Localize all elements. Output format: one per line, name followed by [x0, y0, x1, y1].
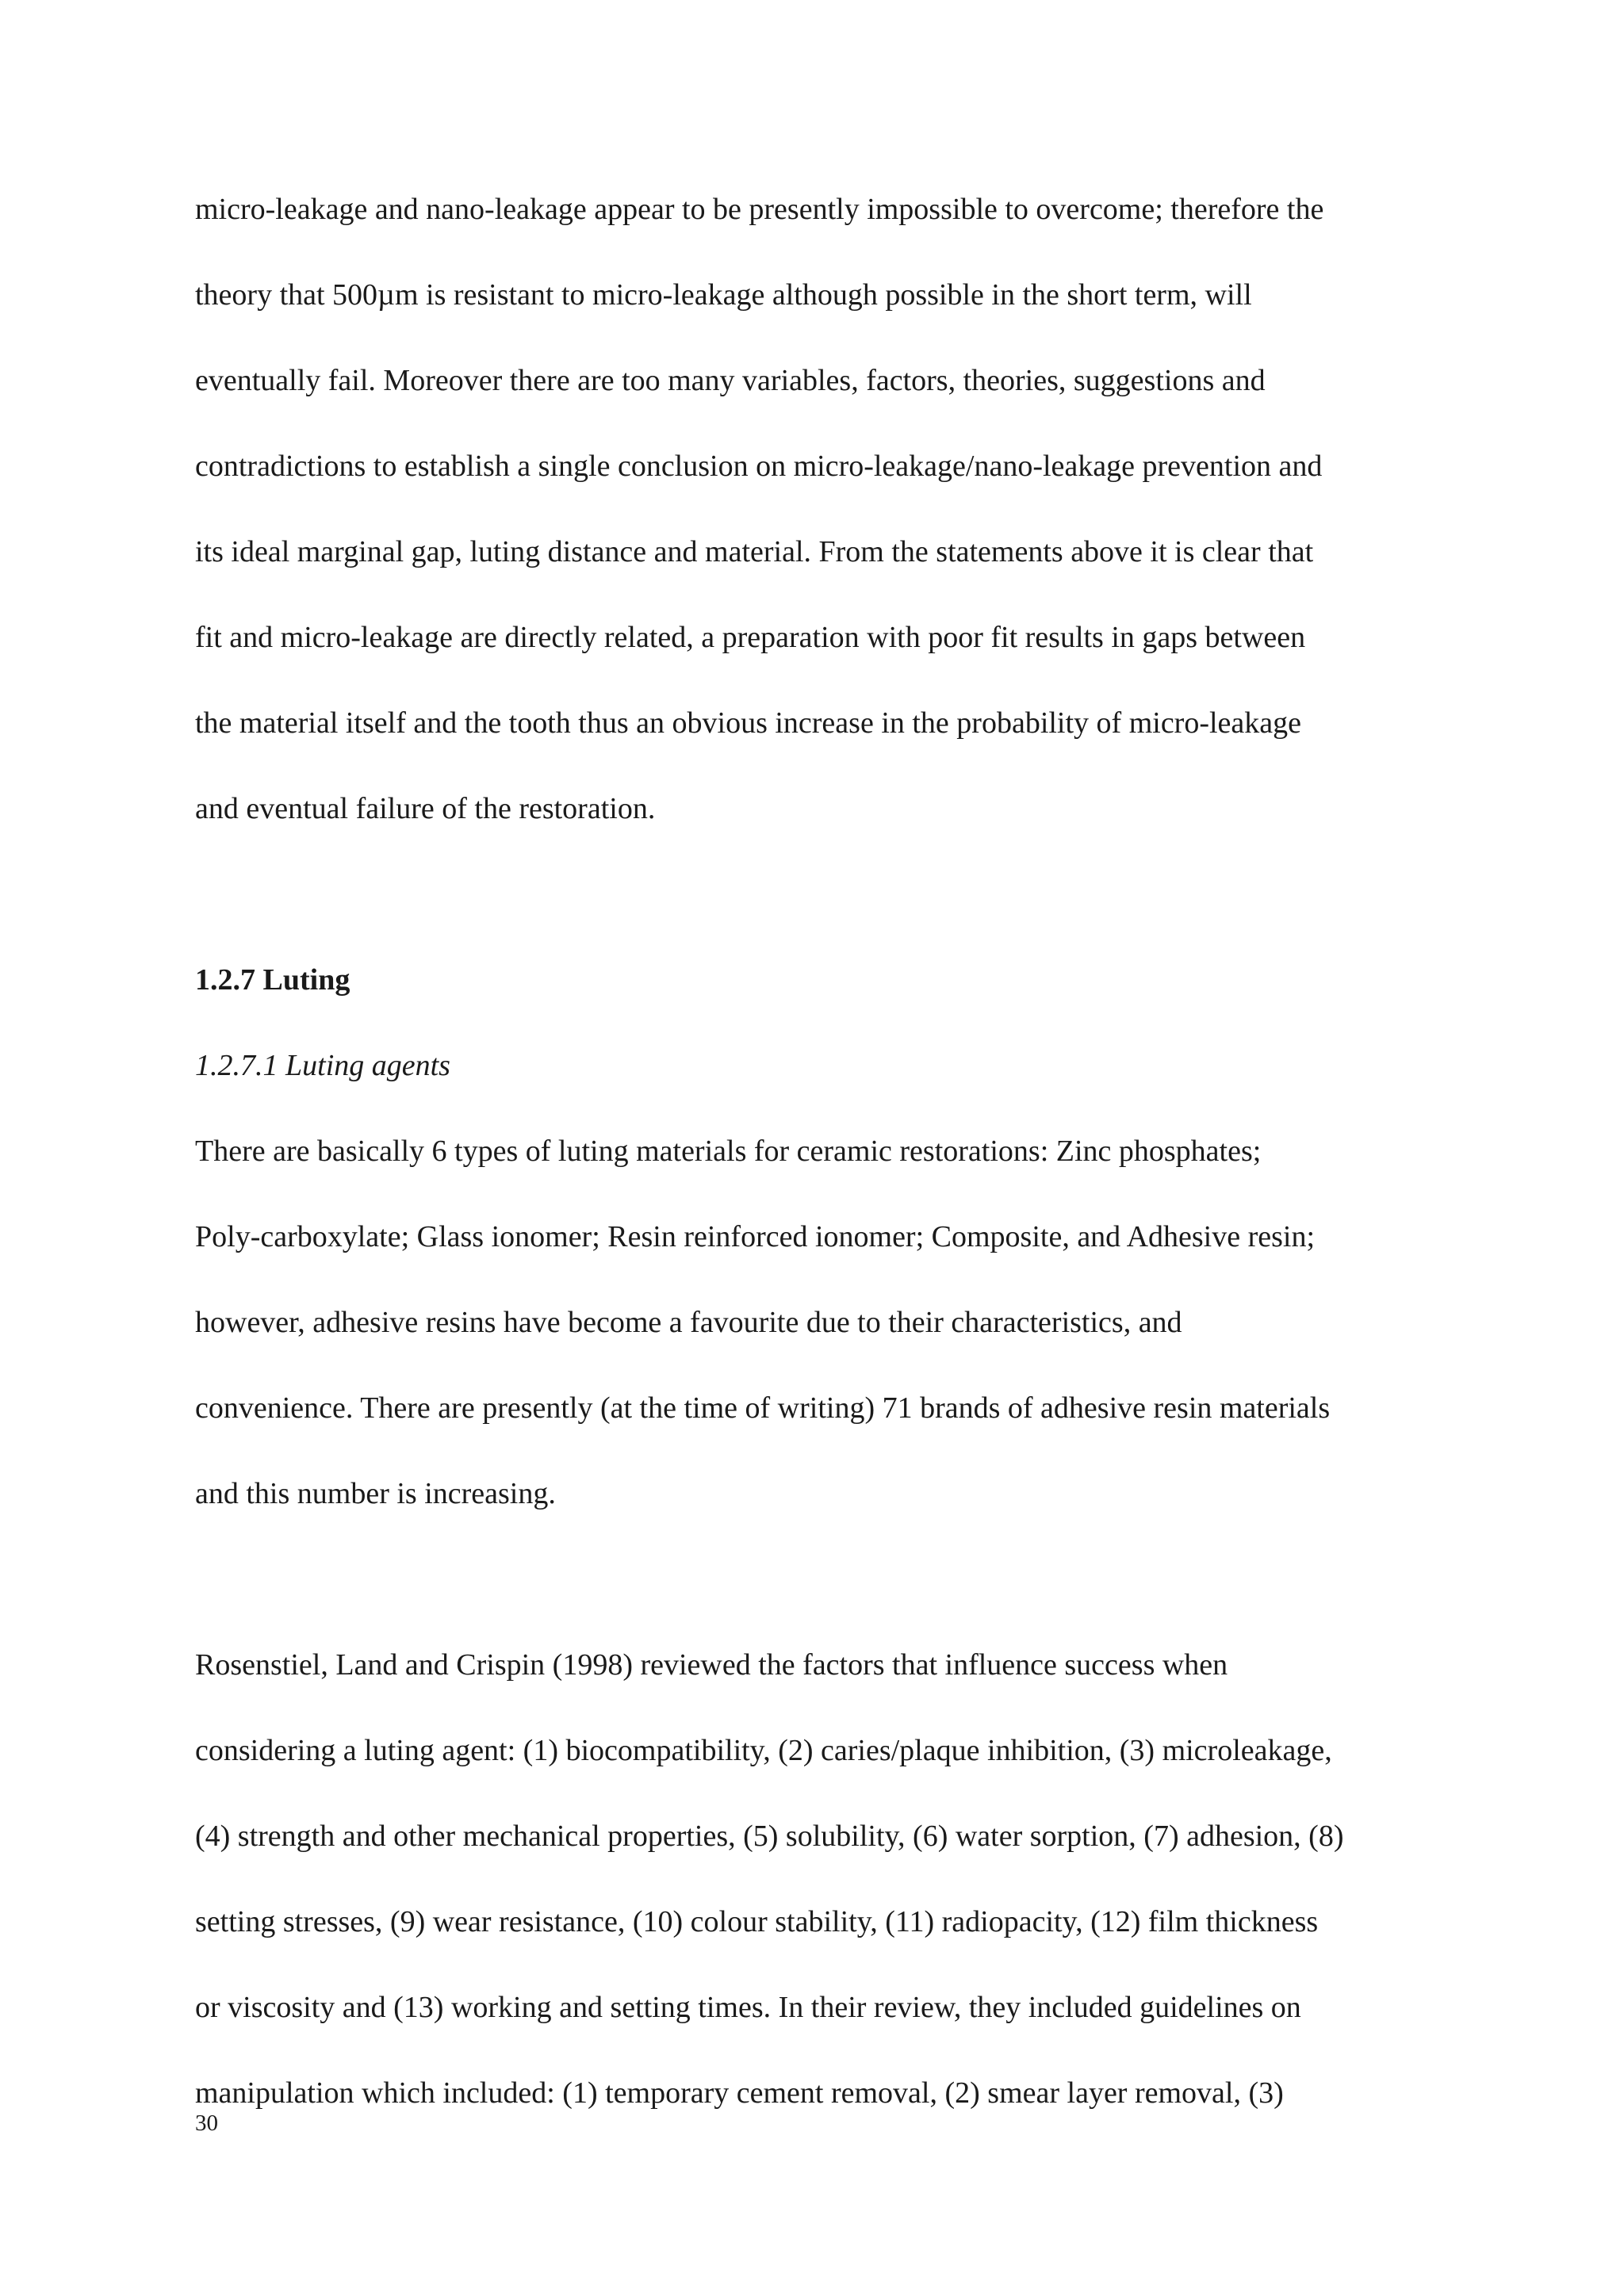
- text-line: the material itself and the tooth thus an obvious increase in the probability of micro-leakage: [195, 706, 1302, 740]
- text-line: fit and micro-leakage are directly related, a preparation with poor fit results in gaps between: [195, 621, 1306, 654]
- paragraph-spacer: [195, 1536, 1464, 1622]
- text-line: There are basically 6 types of luting materials for ceramic restorations: Zinc phosphates;: [195, 1135, 1262, 1168]
- text-line: Rosenstiel, Land and Crispin (1998) reviewed the factors that influence success when: [195, 1648, 1228, 1682]
- text-line: or viscosity and (13) working and setting times. In their review, they included guidelines on: [195, 1991, 1301, 2024]
- paragraph-spacer: [195, 851, 1464, 937]
- page-number: 30: [195, 2110, 218, 2136]
- paragraph-rosenstiel-review: [195, 1622, 1464, 2136]
- text-line: eventually fail. Moreover there are too many variables, factors, theories, suggestions and: [195, 364, 1266, 397]
- paragraph-luting-materials: [195, 1108, 1464, 1536]
- text-line: convenience. There are presently (at the time of writing) 71 brands of adhesive resin materials: [195, 1391, 1331, 1425]
- text-line: (4) strength and other mechanical properties, (5) solubility, (6) water sorption, (7) adhesion, (8): [195, 1820, 1344, 1853]
- document-page: [195, 166, 1464, 2136]
- text-line: however, adhesive resins have become a favourite due to their characteristics, and: [195, 1306, 1182, 1339]
- section-heading: 1.2.7 Luting: [195, 963, 350, 997]
- paragraph-micro-leakage: [195, 166, 1464, 851]
- text-line: setting stresses, (9) wear resistance, (10) colour stability, (11) radiopacity, (12) film thickness: [195, 1905, 1319, 1938]
- text-line: Poly-carboxylate; Glass ionomer; Resin reinforced ionomer; Composite, and Adhesive resin;: [195, 1220, 1316, 1253]
- text-line: manipulation which included: (1) temporary cement removal, (2) smear layer removal, (3): [195, 2076, 1284, 2110]
- text-line: considering a luting agent: (1) biocompatibility, (2) caries/plaque inhibition, (3) microleakage,: [195, 1734, 1332, 1767]
- text-line: and eventual failure of the restoration.: [195, 792, 656, 825]
- subsection-heading: 1.2.7.1 Luting agents: [195, 1049, 450, 1082]
- text-line: theory that 500µm is resistant to micro-leakage although possible in the short term, will: [195, 278, 1252, 312]
- text-line: its ideal marginal gap, luting distance and material. From the statements above it is clear that: [195, 535, 1314, 568]
- text-line: micro-leakage and nano-leakage appear to be presently impossible to overcome; therefore the: [195, 193, 1324, 226]
- text-line: contradictions to establish a single conclusion on micro-leakage/nano-leakage prevention and: [195, 450, 1323, 483]
- text-line: and this number is increasing.: [195, 1477, 556, 1510]
